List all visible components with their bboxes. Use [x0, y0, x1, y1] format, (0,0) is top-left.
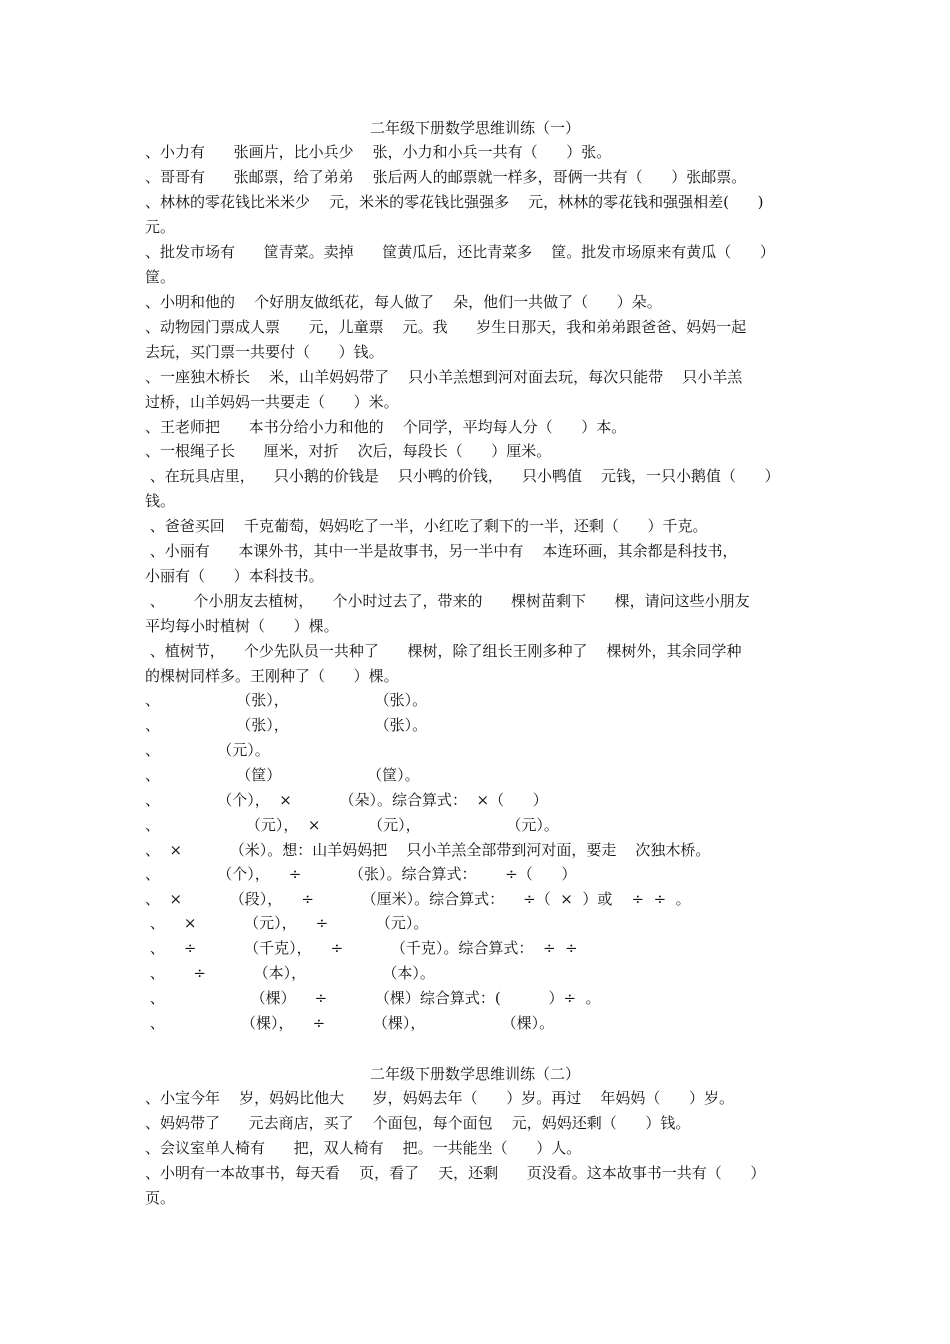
problem-line: 、小丽有 本课外书，其中一半是故事书，另一半中有 本连环画，其余都是科技书， [145, 542, 738, 560]
problem-line: 、小宝今年 岁，妈妈比他大 岁，妈妈去年（ ）岁。再过 年妈妈（ ）岁。 [145, 1089, 734, 1107]
section-title: 二年级下册数学思维训练（二） [369, 1065, 580, 1083]
problem-line: 、哥哥有 张邮票，给了弟弟 张后两人的邮票就一样多，哥俩一共有（ ）张邮票。 [145, 168, 747, 186]
problem-line: 钱。 [145, 492, 176, 510]
answer-line: 、 （元）。 [145, 741, 270, 759]
problem-line: 的棵树同样多。王刚种了（ ）棵。 [145, 667, 399, 685]
problem-line: 、小明和他的 个好朋友做纸花，每人做了 朵，他们一共做了（ ）朵。 [145, 293, 662, 311]
answer-line: 、 × （米）。想：山羊妈妈把 只小羊羔全部带到河对面，要走 次独木桥。 [145, 841, 711, 859]
problem-line: 、一根绳子长 厘米，对折 次后，每段长（ ）厘米。 [145, 442, 552, 460]
answer-line: 、 （筐） （筐）。 [145, 766, 420, 784]
problem-line: 、妈妈带了 元去商店，买了 个面包，每个面包 元，妈妈还剩（ ）钱。 [145, 1114, 691, 1132]
problem-line: 、小明有一本故事书，每天看 页，看了 天，还剩 页没看。这本故事书一共有（ ） [145, 1164, 766, 1182]
problem-line: 、林林的零花钱比米米少 元，米米的零花钱比强强多 元，林林的零花钱和强强相差( ) [145, 193, 764, 211]
answer-line: 、 （张）， （张）。 [145, 691, 428, 709]
answer-line: 、 （个）， ÷ （张）。综合算式： ÷（ ） [145, 865, 577, 883]
answer-line: 、 （个）， × （朵）。综合算式： ×（ ） [145, 791, 548, 809]
problem-line: 去玩，买门票一共要付（ ）钱。 [145, 343, 384, 361]
problem-line: 、爸爸买回 千克葡萄，妈妈吃了一半，小红吃了剩下的一半，还剩（ ）千克。 [145, 517, 708, 535]
problem-line: 、 个小朋友去植树， 个小时过去了，带来的 棵树苗剩下 棵，请问这些小朋友 [145, 592, 750, 610]
answer-line: 、 （棵）， ÷ （棵）， （棵）。 [145, 1014, 555, 1032]
answer-line: 、 × （元）， ÷ （元）。 [145, 914, 429, 932]
problem-line: 、王老师把 本书分给小力和他的 个同学，平均每人分（ ）本。 [145, 418, 627, 436]
problem-line: 元。 [145, 218, 176, 236]
problem-line: 、会议室单人椅有 把，双人椅有 把。一共能坐（ ）人。 [145, 1139, 582, 1157]
problem-line: 、动物园门票成人票 元，儿童票 元。我 岁生日那天，我和弟弟跟爸爸、妈妈一起 [145, 318, 747, 336]
answer-line: 、 （元）， × （元）， （元）。 [145, 816, 559, 834]
answer-line: 、 × （段）， ÷ （厘米）。综合算式： ÷（ × ）或 ÷ ÷ 。 [145, 890, 691, 908]
answer-line: 、 ÷ （千克）， ÷ （千克）。综合算式： ÷ ÷ [145, 939, 578, 957]
answer-line: 、 （棵） ÷ （棵）综合算式：( ）÷ 。 [145, 989, 601, 1007]
section-title: 二年级下册数学思维训练（一） [369, 119, 580, 137]
problem-line: 、在玩具店里， 只小鹅的价钱是 只小鸭的价钱， 只小鸭值 元钱，一只小鹅值（ ） [145, 467, 780, 485]
answer-line: 、 ÷ （本）， （本）。 [145, 964, 435, 982]
problem-line: 、小力有 张画片，比小兵少 张，小力和小兵一共有（ ）张。 [145, 143, 612, 161]
problem-line: 筐。 [145, 268, 176, 286]
problem-line: 、植树节， 个少先队员一共种了 棵树，除了组长王刚多种了 棵树外，其余同学种 [145, 642, 742, 660]
problem-line: 过桥，山羊妈妈一共要走（ ）米。 [145, 393, 399, 411]
answer-line: 、 （张）， （张）。 [145, 716, 428, 734]
problem-line: 页。 [145, 1189, 176, 1207]
problem-line: 、批发市场有 筐青菜。卖掉 筐黄瓜后，还比青菜多 筐。批发市场原来有黄瓜（ ） [145, 243, 775, 261]
problem-line: 、一座独木桥长 米，山羊妈妈带了 只小羊羔想到河对面去玩，每次只能带 只小羊羔 [145, 368, 743, 386]
problem-line: 平均每小时植树（ ）棵。 [145, 617, 339, 635]
problem-line: 小丽有（ ）本科技书。 [145, 567, 324, 585]
